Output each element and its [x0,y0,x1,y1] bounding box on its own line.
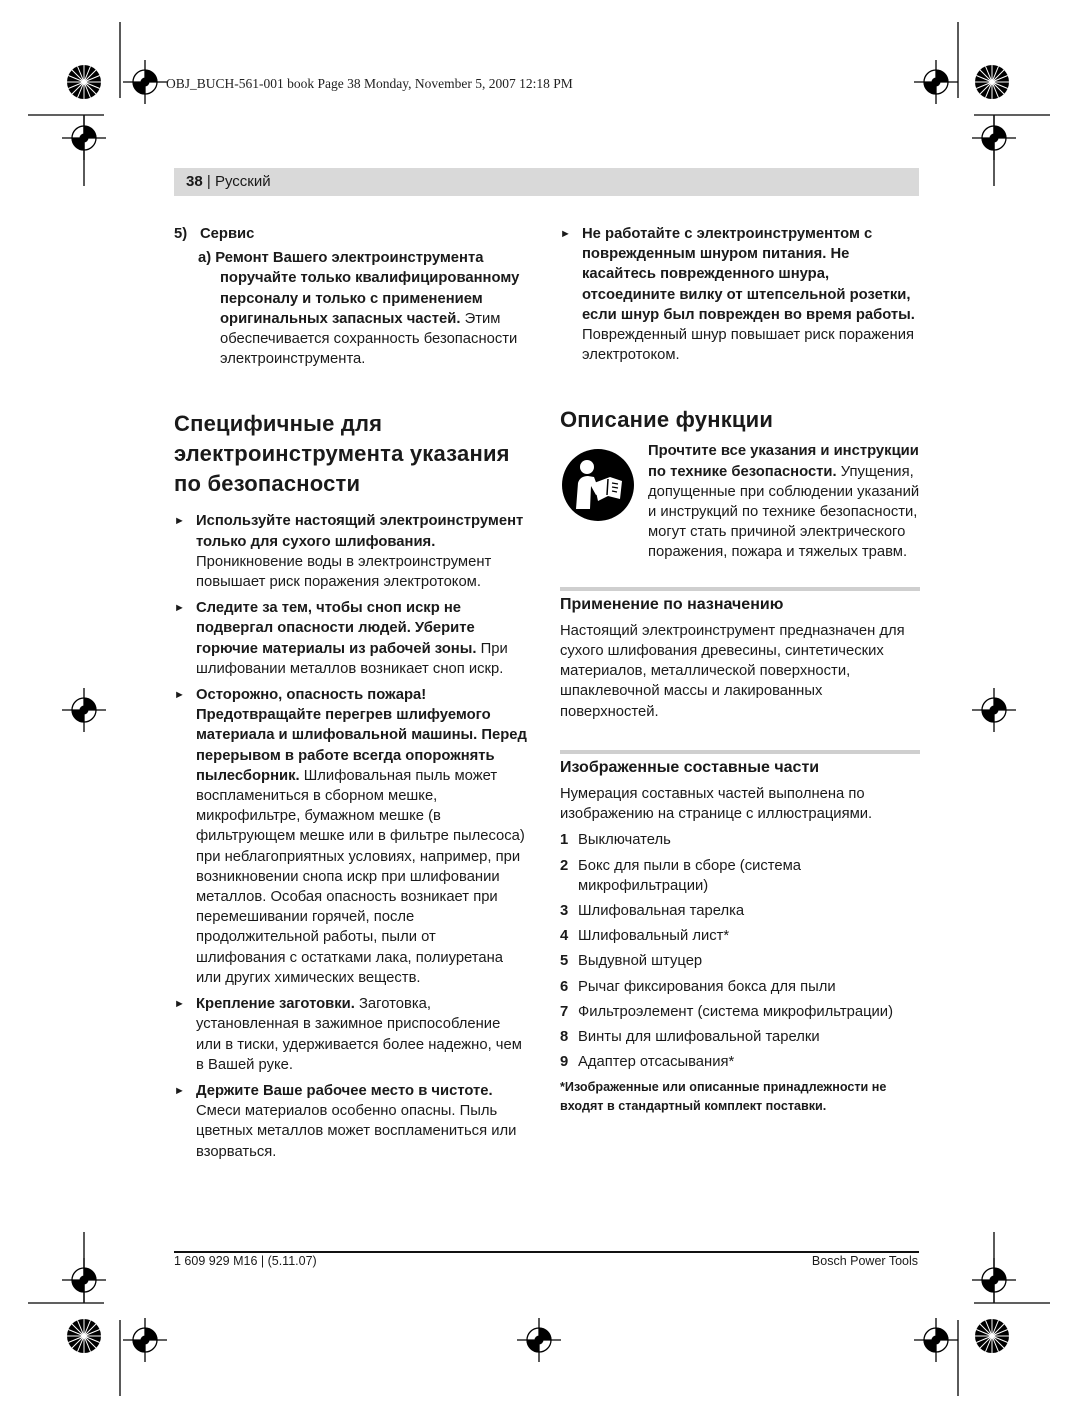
components-intro: Нумерация составных частей выполнена по изображению на странице с иллюстрациями. [560,786,873,823]
list-item: 3 Шлифовальная тарелка [560,903,745,920]
service-item [174,248,529,369]
service-title: Сервис [200,226,255,242]
service-heading [174,224,529,244]
page-number: 38 [186,173,203,190]
bullet-bold: Осторожно, опасность пожара! Предотвращайте перегрев шлифуемого материала и шлифовальной машины. Перед перерывом в работе всегда опорожнять пылесборник. [196,687,527,784]
page-header [174,168,919,196]
list-item: 5 Выдувной штуцер [560,953,703,970]
intended-use-text: Настоящий электроинструмент предназначен для сухого шлифования древесины, синтетических материалов, металлической поверхности, шпаклевочной массы и лакированных поверхностей. [560,622,905,720]
bullet-bold: Используйте настоящий электроинструмент только для сухого шлифования. [196,513,524,550]
service-number: 5) [174,226,188,242]
safety-bullet [174,598,529,679]
components-list [560,830,920,1072]
read-manual-icon [560,447,636,523]
bullet-bold: Крепление заготовки. [196,996,355,1013]
bullet-text: Смеси материалов особенно опасны. Пыль цветных металлов может воспламениться или взорваться. [196,1103,517,1160]
list-item: 2 Бокс для пыли в сборе (система микрофильтрации) [560,857,802,894]
intended-use-heading: Применение по назначению [560,587,920,615]
components-heading: Изображенные составные части [560,750,920,778]
bullet-text: Проникновение воды в электроинструмент повышает риск поражения электротоком. [196,553,492,591]
header-language: Русский [214,173,271,190]
warning-bold: Прочтите все указания и инструкции по технике безопасности. [648,443,919,480]
list-item: 6 Рычаг фиксирования бокса для пыли [560,978,836,995]
list-item: 7 Фильтроэлемент (система микрофильтрации) [560,1003,893,1020]
read-instructions-warning [560,441,920,562]
service-item-text: Этим обеспечивается сохранность безопасности электроинструмента. [220,310,518,368]
safety-bullet [174,1081,529,1162]
service-item-bold: Ремонт Вашего электроинструмента поручайте только квалифицированному персоналу и только с применением оригинальных запасных частей. [215,250,520,327]
bullet-text: Поврежденный шнур повышает риск поражения электротоком. [582,327,914,364]
bullet-bold: Держите Ваше рабочее место в чистоте. [196,1082,493,1099]
right-column [560,224,920,1128]
function-heading: Описание функции [560,407,774,433]
bullet-text: При шлифовании металлов возникает сноп искр. [196,640,508,677]
list-item: 9 Адаптер отсасывания* [560,1054,735,1071]
bullet-bold: Следите за тем, чтобы сноп искр не подвергал опасности людей. Уберите горючие материалы из рабочей зоны. [196,600,477,657]
print-slug: OBJ_BUCH-561-001 book Page 38 Monday, November 5, 2007 12:18 PM [166,76,573,91]
safety-bullet [174,511,529,592]
warning-text: Упущения, допущенные при соблюдении указаний и инструкций по технике безопасности, могут стать причиной электрического поражения, пожара и тяжелых травм. [648,463,920,561]
safety-bullet [174,685,529,988]
footer-brand: Bosch Power Tools [811,1254,918,1268]
bullet-bold: Не работайте с электроинструментом с поврежденным шнуром питания. Не касайтесь поврежденного шнура, отсоедините вилку от штепсельной розетки, если шнур был поврежден во время работы. [582,226,915,323]
safety-bullet [174,994,529,1075]
list-item: 4 Шлифовальный лист* [560,928,730,945]
list-item: 1 Выключатель [560,832,671,849]
list-item: 8 Винты для шлифовальной тарелки [560,1029,820,1046]
components-footnote: *Изображенные или описанные принадлежности не входят в стандартный комплект поставки. [560,1079,887,1113]
bullet-text: Заготовка, установленная в зажимное приспособление или в тиски, удерживается более надежно, чем в Вашей руке. [196,996,522,1073]
header-separator: | [206,173,211,190]
footer-doc-number: 1 609 929 M16 | (5.11.07) [174,1254,317,1268]
left-column [174,224,529,1168]
safety-heading: Специфичные для электроинструмента указания по безопасности [174,411,510,497]
bullet-text: Шлифовальная пыль может воспламениться в сборном мешке, микрофильтре, бумажном мешке (в фильтрующем мешке или в фильтре пылесоса) при неблагоприятных условиях, например, при возникновении снопа искр при шлифовании металлов. Особая опасность возникает при перемешивании горячей, после продолжительной работы, пыли от шлифования с остатками лака, полиуретана или других химических веществ. [196,767,525,986]
service-item-label: a) [198,250,212,267]
footer-rule [174,1251,919,1253]
cord-bullet [560,224,920,365]
